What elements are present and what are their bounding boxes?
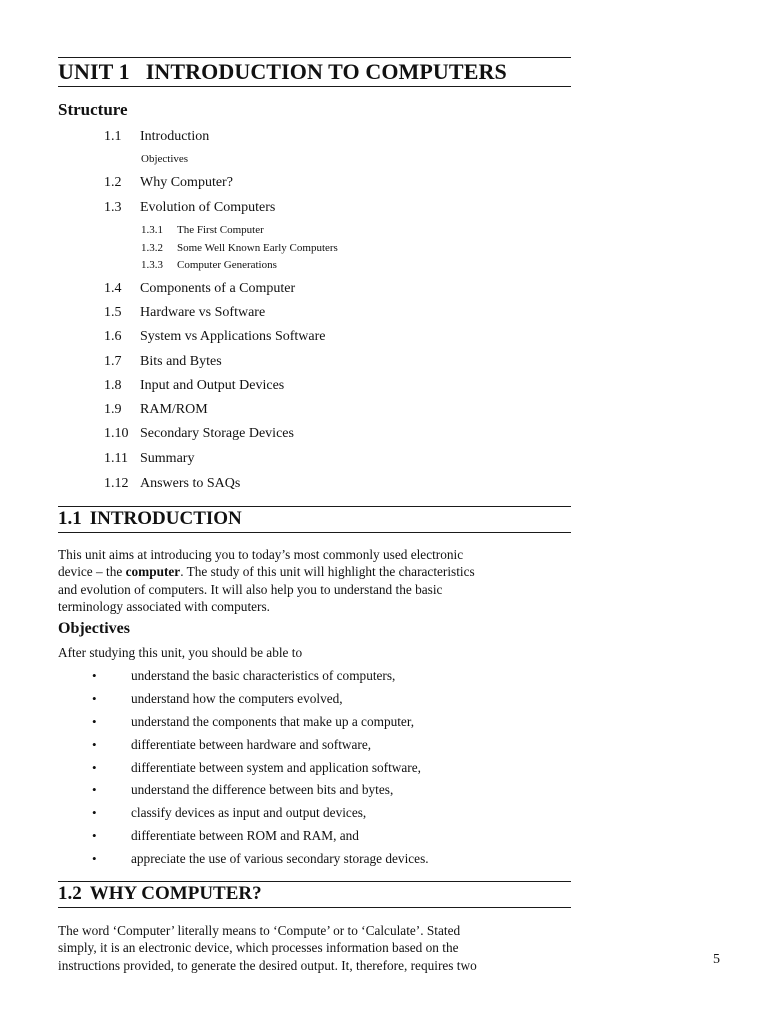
list-item: • understand how the computers evolved,	[92, 691, 343, 706]
section-1-2-underline	[58, 907, 571, 908]
unit-number: UNIT 1	[58, 59, 130, 84]
list-item: • understand the difference between bits and bytes,	[92, 782, 394, 797]
top-rule	[58, 57, 571, 58]
section-1-2-title: 1.2 WHY COMPUTER?	[58, 883, 262, 904]
toc-item: 1.3 Evolution of Computers	[104, 200, 276, 215]
toc-item: 1.9 RAM/ROM	[104, 402, 208, 417]
list-item: • appreciate the use of various secondary storage devices.	[92, 851, 429, 866]
toc-item: 1.12 Answers to SAQs	[104, 476, 241, 491]
bullet-icon: •	[92, 760, 97, 775]
bullet-icon: •	[92, 714, 97, 729]
toc-item: 1.4 Components of a Computer	[104, 281, 296, 296]
section-1-1-underline	[58, 532, 571, 533]
list-item: • understand the basic characteristics of computers,	[92, 668, 396, 683]
why-computer-paragraph: The word ‘Computer’ literally means to ‘Compute’ or to ‘Calculate’. Stated simply, it is an electronic device, which processes information based on the instructions provided, to generate the desired output. It, therefore, requires two	[58, 923, 477, 973]
list-item: • differentiate between hardware and software,	[92, 737, 372, 752]
bullet-icon: •	[92, 851, 97, 866]
toc-subitem: Objectives	[141, 153, 189, 165]
toc-item: 1.10 Secondary Storage Devices	[104, 426, 294, 441]
bullet-icon: •	[92, 668, 97, 683]
structure-heading: Structure	[58, 100, 128, 119]
toc-subitem: 1.3.2 Some Well Known Early Computers	[141, 242, 338, 254]
toc-subitem: 1.3.3 Computer Generations	[141, 259, 277, 271]
section-1-1-title: 1.1 INTRODUCTION	[58, 508, 242, 529]
unit-title-underline	[58, 86, 571, 87]
toc-item: 1.8 Input and Output Devices	[104, 378, 285, 393]
toc-item: 1.7 Bits and Bytes	[104, 354, 222, 369]
toc-item: 1.11 Summary	[104, 451, 195, 466]
bullet-icon: •	[92, 691, 97, 706]
unit-title-text: INTRODUCTION TO COMPUTERS	[145, 59, 507, 84]
list-item: • differentiate between ROM and RAM, and	[92, 828, 359, 843]
list-item: • differentiate between system and application software,	[92, 760, 421, 775]
unit-title	[58, 59, 578, 85]
intro-paragraph: This unit aims at introducing you to today’s most commonly used electronic device – the computer. The study of this unit will highlight the characteristics and evolution of computers. It will also help you to understand the basic terminology associated with computers.	[58, 547, 475, 615]
bullet-icon: •	[92, 737, 97, 752]
section-1-1-top-rule	[58, 506, 571, 507]
toc-item: 1.2 Why Computer?	[104, 175, 233, 190]
list-item: • classify devices as input and output devices,	[92, 805, 367, 820]
toc-item: 1.6 System vs Applications Software	[104, 329, 326, 344]
objectives-heading: Objectives	[58, 620, 130, 637]
objectives-lead: After studying this unit, you should be able to	[58, 645, 303, 660]
bullet-icon: •	[92, 805, 97, 820]
toc-subitem: 1.3.1 The First Computer	[141, 224, 264, 236]
toc-item: 1.1 Introduction	[104, 129, 210, 144]
bullet-icon: •	[92, 828, 97, 843]
bullet-icon: •	[92, 782, 97, 797]
section-1-2-top-rule	[58, 881, 571, 882]
list-item: • understand the components that make up a computer,	[92, 714, 415, 729]
toc-item: 1.5 Hardware vs Software	[104, 305, 266, 320]
page-number: 5	[713, 952, 720, 967]
computer-term: computer	[125, 564, 181, 580]
